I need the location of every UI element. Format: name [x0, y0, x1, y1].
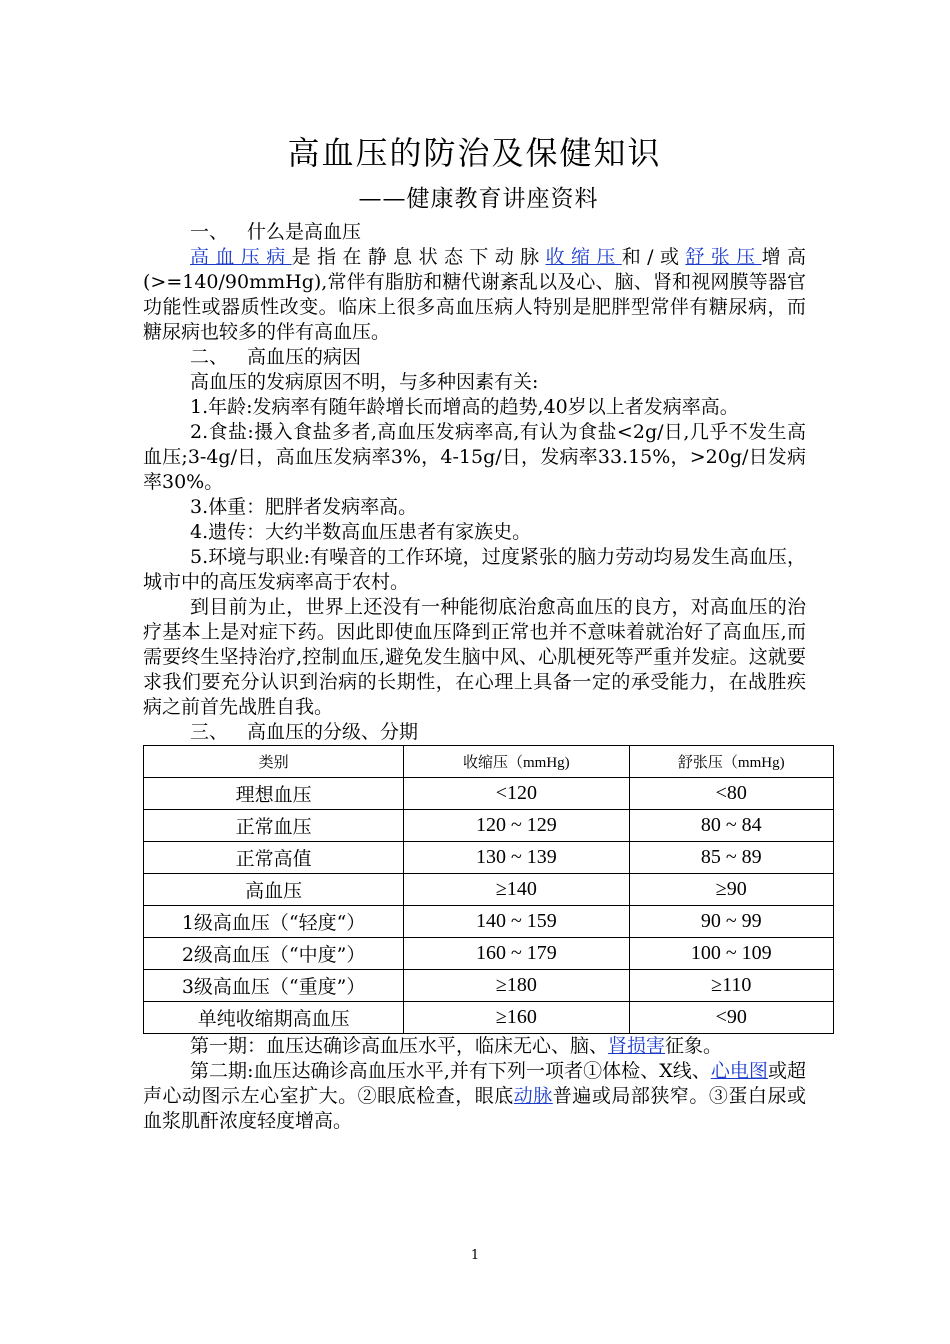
section-number: 一、	[190, 221, 229, 243]
cell-diastolic: <80	[629, 778, 833, 810]
causes-intro: 高血压的发病原因不明，与多种因素有关:	[190, 371, 539, 393]
cell-category: 正常高值	[144, 842, 404, 874]
cell-diastolic: <90	[629, 1002, 833, 1034]
link-ecg[interactable]: 心电图	[710, 1060, 768, 1082]
table-row	[144, 1002, 834, 1034]
cell-diastolic: 80 ~ 84	[629, 810, 833, 842]
cell-diastolic: 90 ~ 99	[629, 906, 833, 938]
cause-item: 2.食盐:摄入食盐多者,高血压发病率高,有认为食盐<2g/日,几乎不发生高血压;3-4g/日，高血压发病率3%，4-15g/日，发病率33.15%，>20g/日发病率30%。	[143, 421, 806, 493]
text-run: 增高(>=140/90mmHg),常伴有脂肪和糖代谢紊乱以及心、脑、肾和视网膜等器官功能性或器质性改变。临床上很多高血压病人特别是肥胖型常伴有糖尿病，而糖尿病也较多的伴有高血压。	[143, 246, 806, 343]
cell-systolic: ≥180	[404, 970, 629, 1002]
cell-systolic: 130 ~ 139	[404, 842, 629, 874]
cell-category: 正常血压	[144, 810, 404, 842]
stage-1-paragraph	[143, 1034, 806, 1059]
text-run: 或超声心动图示左心室扩大。②眼底检查，眼底	[143, 1060, 806, 1107]
cell-systolic: ≥160	[404, 1002, 629, 1034]
section-heading-1	[143, 220, 806, 245]
text-run: 是指在静息状态下动脉	[291, 246, 546, 268]
text-run: 和/或	[621, 246, 686, 268]
table-row	[144, 874, 834, 906]
link-kidney-damage[interactable]: 肾损害	[608, 1035, 666, 1057]
section-number: 三、	[190, 721, 229, 743]
link-hypertension[interactable]: 高血压病	[190, 246, 292, 268]
cell-diastolic: ≥110	[629, 970, 833, 1002]
blood-pressure-table	[143, 745, 834, 1034]
table-row	[144, 810, 834, 842]
text-run: 第一期：血压达确诊高血压水平，临床无心、脑、	[190, 1035, 609, 1057]
cell-diastolic: 85 ~ 89	[629, 842, 833, 874]
table-row	[144, 938, 834, 970]
text-run: 征象。	[665, 1035, 723, 1057]
cell-diastolic: ≥90	[629, 874, 833, 906]
cell-category: 2级高血压（“中度”）	[144, 938, 404, 970]
table-row	[144, 842, 834, 874]
cell-category: 理想血压	[144, 778, 404, 810]
cause-item: 4.遗传：大约半数高血压患者有家族史。	[190, 521, 532, 543]
cell-systolic: ≥140	[404, 874, 629, 906]
text-run: 第二期:血压达确诊高血压水平,并有下列一项者①体检、X线、	[190, 1060, 711, 1082]
cell-category: 单纯收缩期高血压	[144, 1002, 404, 1034]
section-title: 高血压的病因	[247, 346, 362, 368]
header-diastolic: 舒张压（mmHg)	[629, 746, 833, 778]
cell-category: 高血压	[144, 874, 404, 906]
header-systolic: 收缩压（mmHg)	[404, 746, 629, 778]
link-diastolic[interactable]: 舒张压	[685, 246, 762, 268]
cell-systolic: 140 ~ 159	[404, 906, 629, 938]
table-row	[144, 778, 834, 810]
cell-systolic: 160 ~ 179	[404, 938, 629, 970]
cause-item: 3.体重：肥胖者发病率高。	[190, 496, 418, 518]
table-header-row	[144, 746, 834, 778]
paragraph-treatment: 到目前为止，世界上还没有一种能彻底治愈高血压的良方，对高血压的治疗基本上是对症下药。因此即使血压降到正常也并不意味着就治好了高血压,而需要终生坚持治疗,控制血压,避免发生脑中风、心肌梗死等严重并发症。这就要求我们要充分认识到治病的长期性，在心理上具备一定的承受能力，在战胜疾病之前首先战胜自我。	[143, 596, 806, 718]
section-title: 什么是高血压	[247, 221, 362, 243]
text-run: 普遍或局部狭窄。③蛋白尿或血浆肌酐浓度轻度增高。	[143, 1085, 806, 1132]
section-heading-3	[143, 720, 806, 745]
cell-category: 3级高血压（“重度”）	[144, 970, 404, 1002]
header-category: 类别	[144, 746, 404, 778]
document-body	[143, 128, 806, 1134]
document-subtitle: ——健康教育讲座资料	[358, 186, 599, 212]
cause-item: 1.年龄:发病率有随年龄增长而增高的趋势,40岁以上者发病率高。	[190, 396, 739, 418]
table-row	[144, 906, 834, 938]
stage-2-paragraph	[143, 1059, 806, 1134]
paragraph-definition	[143, 245, 806, 345]
table-row	[144, 970, 834, 1002]
cell-diastolic: 100 ~ 109	[629, 938, 833, 970]
section-title: 高血压的分级、分期	[247, 721, 419, 743]
section-heading-2	[143, 345, 806, 370]
cell-systolic: <120	[404, 778, 629, 810]
link-systolic[interactable]: 收缩压	[545, 246, 622, 268]
page-number: 1	[470, 1248, 480, 1263]
cause-item: 5.环境与职业:有噪音的工作环境，过度紧张的脑力劳动均易发生高血压，城市中的高压发病率高于农村。	[143, 546, 806, 593]
section-number: 二、	[190, 346, 229, 368]
cell-category: 1级高血压（“轻度“）	[144, 906, 404, 938]
cell-systolic: 120 ~ 129	[404, 810, 629, 842]
link-artery[interactable]: 动脉	[513, 1085, 553, 1107]
document-title: 高血压的防治及保健知识	[287, 134, 662, 172]
